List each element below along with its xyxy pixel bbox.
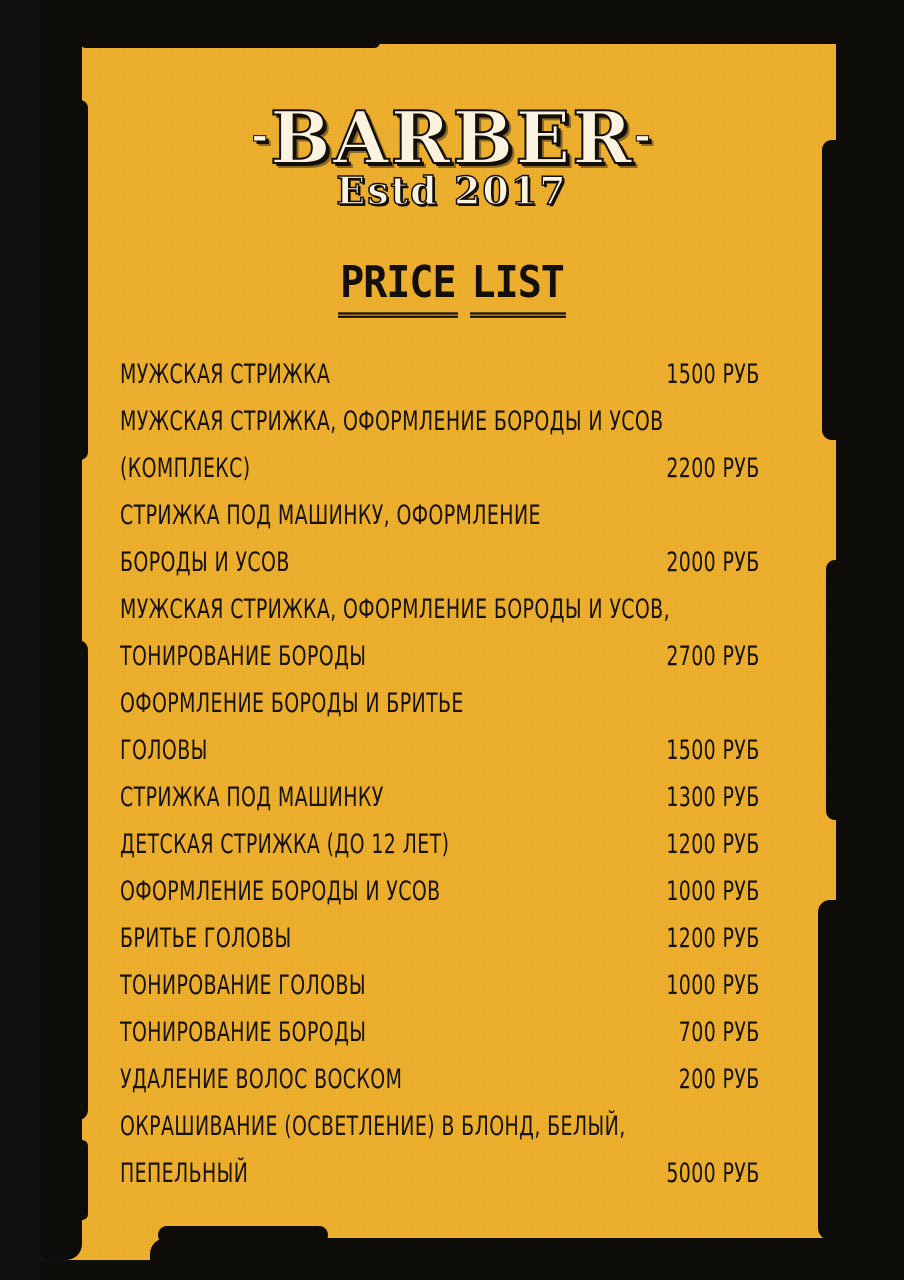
service-price: 1500 РУБ bbox=[666, 735, 760, 766]
service-price: 5000 РУБ bbox=[666, 1158, 760, 1189]
price-row bbox=[120, 1009, 760, 1056]
service-name: ТОНИРОВАНИЕ ГОЛОВЫ bbox=[120, 970, 366, 1001]
price-row bbox=[120, 351, 760, 398]
service-name: МУЖСКАЯ СТРИЖКА, ОФОРМЛЕНИЕ БОРОДЫ И УСОВ bbox=[120, 406, 664, 437]
price-row bbox=[120, 492, 760, 539]
right-brush-stroke bbox=[826, 560, 848, 820]
brand-logo bbox=[0, 96, 904, 178]
dot-leader bbox=[537, 868, 634, 915]
price-row bbox=[120, 962, 760, 1009]
top-brush-stroke bbox=[460, 34, 740, 44]
price-row bbox=[120, 1103, 760, 1150]
left-brush-stroke bbox=[74, 1140, 88, 1220]
service-name: ОФОРМЛЕНИЕ БОРОДЫ И БРИТЬЕ bbox=[120, 688, 464, 719]
price-row bbox=[120, 1056, 760, 1103]
dot-leader bbox=[238, 727, 634, 774]
price-row bbox=[120, 727, 760, 774]
price-row bbox=[120, 915, 760, 962]
price-title-word: PRICE bbox=[338, 255, 457, 318]
price-title-word: LIST bbox=[470, 255, 566, 318]
service-price: 2000 РУБ bbox=[666, 547, 760, 578]
top-brush-stroke bbox=[80, 36, 380, 48]
dot-leader bbox=[344, 539, 635, 586]
dot-leader bbox=[346, 915, 634, 962]
established-year: Estd 2017 bbox=[336, 168, 568, 213]
dot-leader bbox=[464, 774, 634, 821]
service-price: 700 РУБ bbox=[679, 1017, 760, 1048]
left-brush-stroke bbox=[66, 640, 88, 1120]
dot-leader bbox=[291, 1150, 635, 1197]
service-name: ПЕПЕЛЬНЫЙ bbox=[120, 1158, 249, 1189]
service-name: СТРИЖКА ПОД МАШИНКУ, ОФОРМЛЕНИЕ bbox=[120, 500, 541, 531]
service-price: 1000 РУБ bbox=[666, 970, 760, 1001]
dot-leader bbox=[441, 962, 634, 1009]
dot-leader bbox=[395, 351, 634, 398]
right-brush-stroke bbox=[818, 900, 848, 1240]
price-row bbox=[120, 868, 760, 915]
price-row bbox=[120, 539, 760, 586]
service-name: МУЖСКАЯ СТРИЖКА bbox=[120, 359, 331, 390]
bottom-brush-frame bbox=[40, 1262, 904, 1280]
service-price: 200 РУБ bbox=[679, 1064, 760, 1095]
price-list-title bbox=[0, 258, 904, 315]
service-name: ОФОРМЛЕНИЕ БОРОДЫ И УСОВ bbox=[120, 876, 441, 907]
price-list bbox=[120, 351, 760, 1197]
service-name: ТОНИРОВАНИЕ БОРОДЫ bbox=[120, 1017, 367, 1048]
price-row bbox=[120, 398, 760, 445]
service-name: ГОЛОВЫ bbox=[120, 735, 208, 766]
brand-dash-right: - bbox=[634, 112, 653, 159]
service-name: БОРОДЫ И УСОВ bbox=[120, 547, 290, 578]
service-price: 1500 РУБ bbox=[666, 359, 760, 390]
price-row bbox=[120, 680, 760, 727]
price-row bbox=[120, 1150, 760, 1197]
dot-leader bbox=[293, 445, 634, 492]
service-name: (КОМПЛЕКС) bbox=[120, 453, 251, 484]
dot-leader bbox=[442, 633, 634, 680]
price-row bbox=[120, 821, 760, 868]
service-name: УДАЛЕНИЕ ВОЛОС ВОСКОМ bbox=[120, 1064, 403, 1095]
service-price: 1200 РУБ bbox=[666, 923, 760, 954]
service-name: МУЖСКАЯ СТРИЖКА, ОФОРМЛЕНИЕ БОРОДЫ И УСОВ, bbox=[120, 594, 670, 625]
service-price: 2200 РУБ bbox=[666, 453, 760, 484]
service-name: СТРИЖКА ПОД МАШИНКУ bbox=[120, 782, 384, 813]
bottom-brush-stroke bbox=[158, 1226, 328, 1244]
brand-name: BARBER bbox=[269, 95, 635, 180]
brand-dash-left: - bbox=[251, 112, 270, 159]
service-price: 1000 РУБ bbox=[666, 876, 760, 907]
price-row bbox=[120, 445, 760, 492]
price-row bbox=[120, 774, 760, 821]
service-name: ОКРАШИВАНИЕ (ОСВЕТЛЕНИЕ) В БЛОНД, БЕЛЫЙ, bbox=[120, 1111, 626, 1142]
service-price: 1300 РУБ bbox=[666, 782, 760, 813]
price-row bbox=[120, 633, 760, 680]
service-name: БРИТЬЕ ГОЛОВЫ bbox=[120, 923, 292, 954]
service-price: 2700 РУБ bbox=[666, 641, 760, 672]
dot-leader bbox=[488, 1056, 650, 1103]
price-row bbox=[120, 586, 760, 633]
dot-leader bbox=[442, 1009, 650, 1056]
service-price: 1200 РУБ bbox=[666, 829, 760, 860]
service-name: ТОНИРОВАНИЕ БОРОДЫ bbox=[120, 641, 367, 672]
service-name: ДЕТСКАЯ СТРИЖКА (ДО 12 ЛЕТ) bbox=[120, 829, 450, 860]
dot-leader bbox=[548, 821, 634, 868]
